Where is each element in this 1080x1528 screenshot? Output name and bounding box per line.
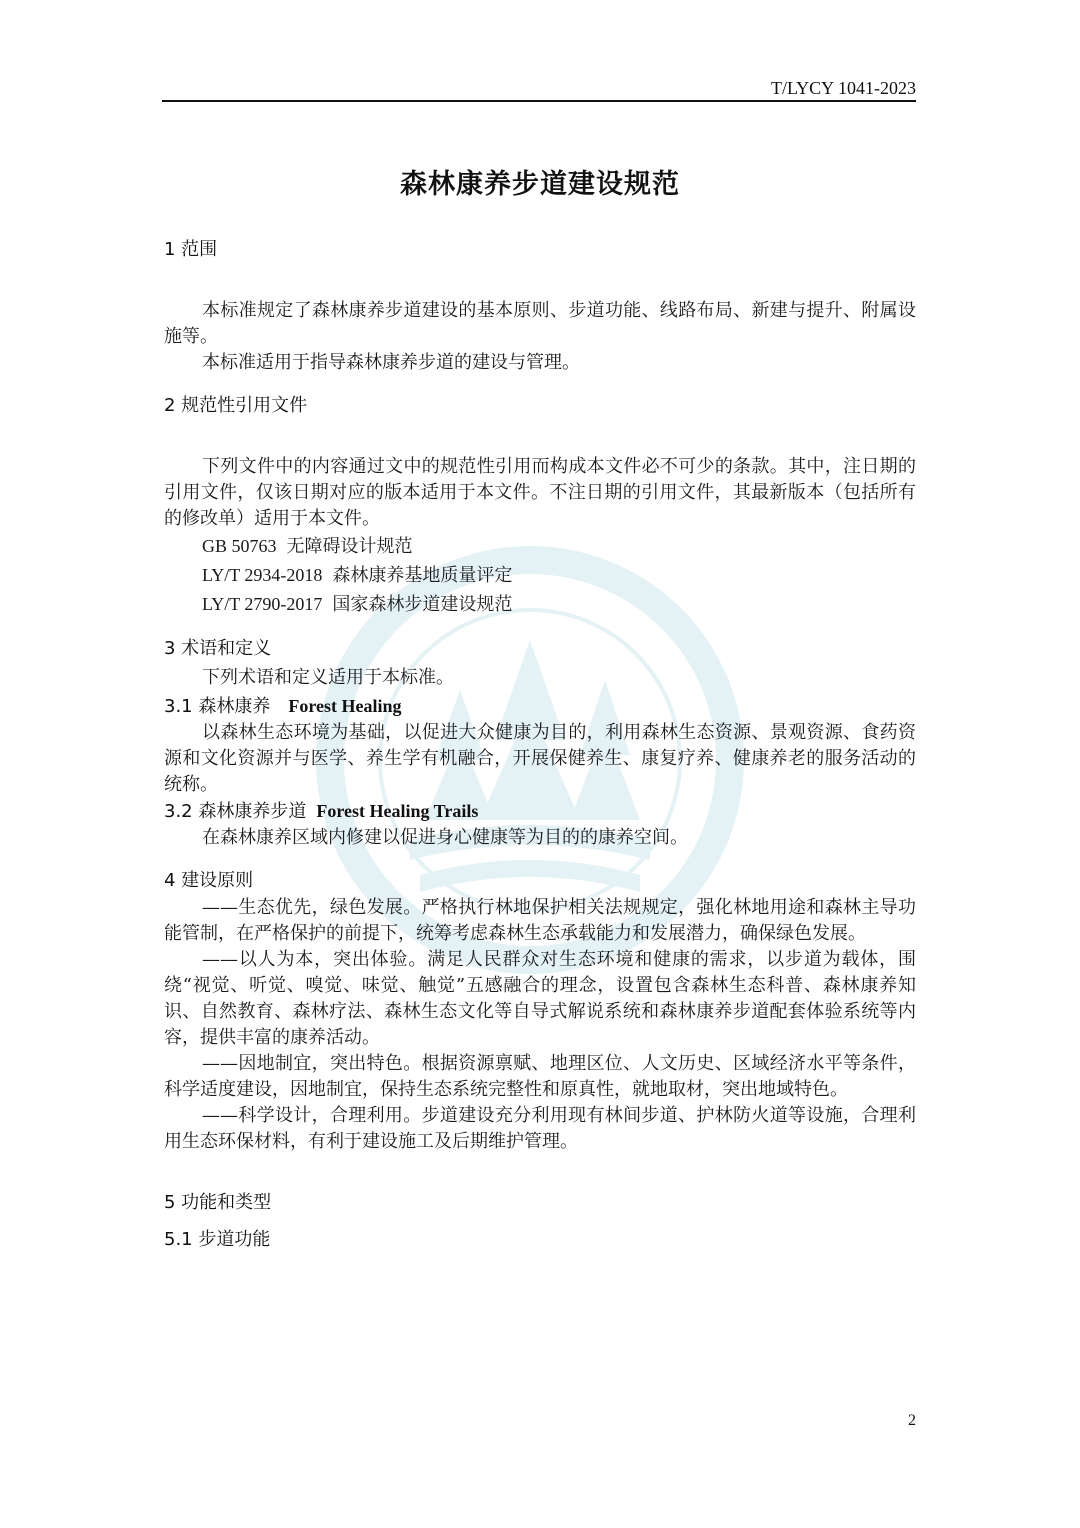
reference-item: [164, 590, 916, 619]
reference-title: 国家森林步道建设规范: [332, 594, 513, 615]
reference-item: [164, 561, 916, 590]
term-english-name: Forest Healing Trails: [316, 801, 479, 821]
scope-paragraph-1: 本标准规定了森林康养步道建设的基本原则、步道功能、线路布局、新建与提升、附属设施等。: [164, 300, 916, 347]
term-number-label: 3.2 森林康养步道: [164, 801, 307, 822]
document-body: [164, 236, 916, 1253]
section-heading-references: 2 规范性引用文件: [164, 395, 308, 416]
term-heading-forest-healing-trails: [164, 798, 916, 825]
term-number-label: 3.1 森林康养: [164, 696, 271, 717]
term-heading-forest-healing: [164, 693, 916, 720]
reference-title: 森林康养基地质量评定: [332, 565, 513, 586]
reference-code: GB 50763: [202, 536, 277, 556]
section-heading-scope: 1 范围: [164, 239, 218, 260]
term-definition: 在森林康养区域内修建以促进身心健康等为目的的康养空间。: [202, 827, 688, 848]
principle-paragraph: ——因地制宜，突出特色。根据资源禀赋、地理区位、人文历史、区域经济水平等条件，科学适度建设，因地制宜，保持生态系统完整性和原真性，就地取材，突出地域特色。: [164, 1053, 916, 1100]
principle-paragraph: ——科学设计，合理利用。步道建设充分利用现有林间步道、护林防火道等设施，合理利用生态环保材料，有利于建设施工及后期维护管理。: [164, 1105, 916, 1152]
page-number: 2: [908, 1412, 916, 1429]
header-rule: [162, 100, 916, 102]
subsection-heading-trail-function: 5.1 步道功能: [164, 1229, 271, 1250]
section-heading-functions: 5 功能和类型: [164, 1192, 272, 1213]
section-heading-terms: 3 术语和定义: [164, 638, 272, 659]
terms-intro: 下列术语和定义适用于本标准。: [202, 667, 454, 688]
standard-code: T/LYCY 1041-2023: [770, 78, 916, 98]
section-heading-principles: 4 建设原则: [164, 870, 254, 891]
principle-paragraph: ——以人为本，突出体验。满足人民群众对生态环境和健康的需求，以步道为载体，围绕“视觉、听觉、嗅觉、味觉、触觉”五感融合的理念，设置包含森林生态科普、森林康养知识、自然教育、森林疗法、森林生态文化等自导式解说系统和森林康养步道配套体验系统等内容，提供丰富的康养活动。: [164, 949, 916, 1048]
document-title: 森林康养步道建设规范: [400, 169, 680, 200]
term-english-name: Forest Healing: [288, 696, 402, 716]
scope-paragraph-2: 本标准适用于指导森林康养步道的建设与管理。: [202, 352, 580, 373]
references-paragraph: 下列文件中的内容通过文中的规范性引用而构成本文件必不可少的条款。其中，注日期的引用文件，仅该日期对应的版本适用于本文件。不注日期的引用文件，其最新版本（包括所有的修改单）适用于本文件。: [164, 456, 916, 529]
principle-paragraph: ——生态优先，绿色发展。严格执行林地保护相关法规规定，强化林地用途和森林主导功能管制，在严格保护的前提下，统筹考虑森林生态承载能力和发展潜力，确保绿色发展。: [164, 897, 916, 944]
term-definition: 以森林生态环境为基础，以促进大众健康为目的，利用森林生态资源、景观资源、食药资源和文化资源并与医学、养生学有机融合，开展保健养生、康复疗养、健康养老的服务活动的统称。: [164, 722, 916, 795]
reference-code: LY/T 2934-2018: [202, 565, 323, 585]
reference-code: LY/T 2790-2017: [202, 594, 323, 614]
reference-title: 无障碍设计规范: [286, 536, 413, 557]
reference-item: [164, 532, 916, 561]
